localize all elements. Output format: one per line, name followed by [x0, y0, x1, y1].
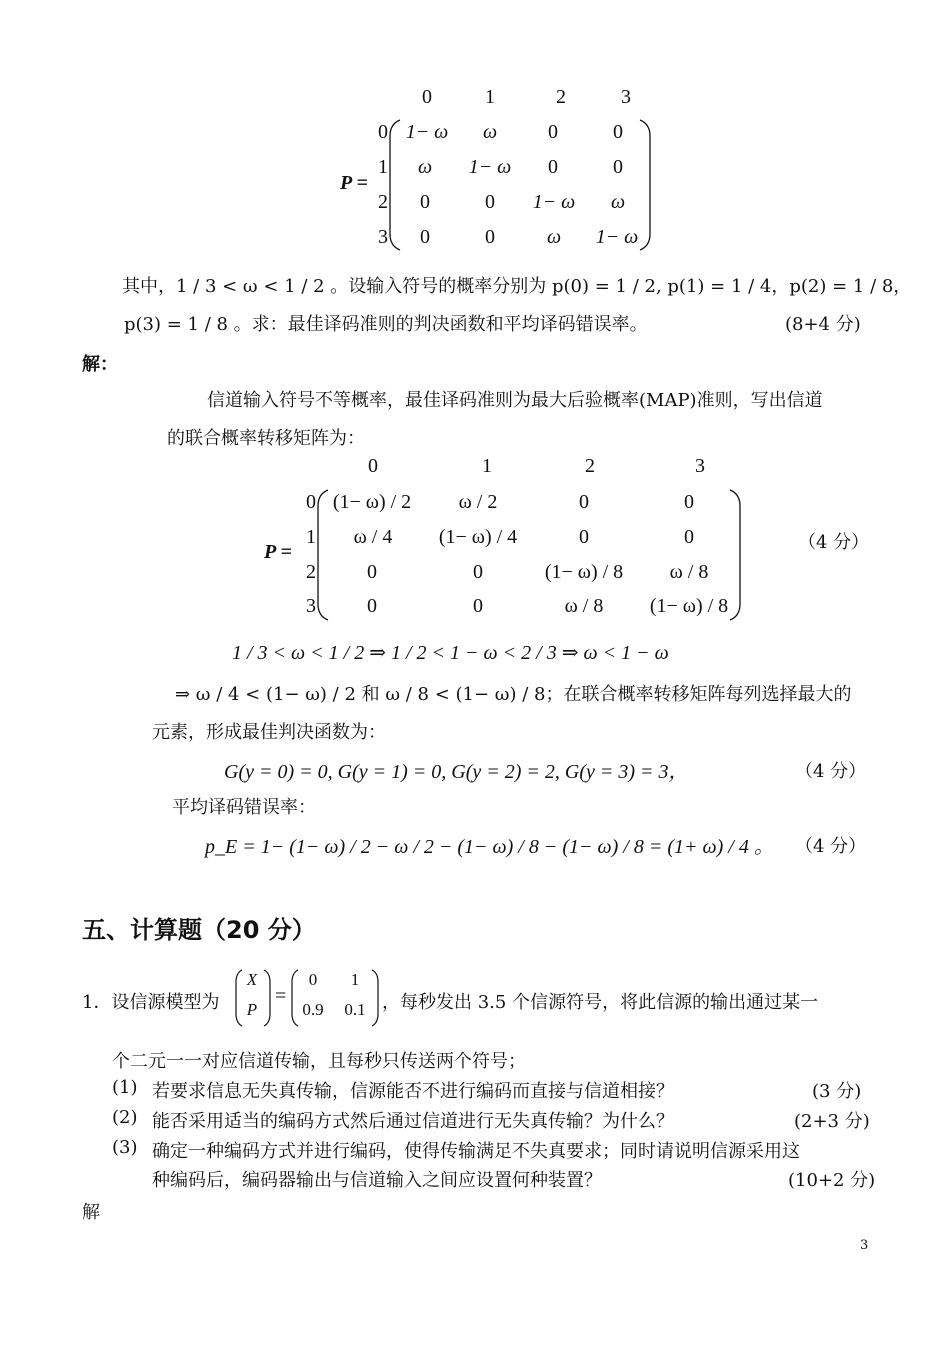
q1-suffix: ，每秒发出 3.5 个信源符号，将此信源的输出通过某一	[382, 992, 819, 1013]
matrix2-col-header: 0	[368, 455, 378, 477]
matrix1-cell: 0	[613, 156, 623, 178]
right-paren	[262, 968, 272, 1028]
matrix2-cell: 0	[473, 595, 483, 617]
right-paren	[638, 118, 652, 252]
item-3-line-2: 种编码后，编码器输出与信道输入之间应设置何种装置？	[152, 1170, 602, 1191]
matrix1-row-label: 0	[378, 121, 388, 143]
matrix2-row-label: 1	[306, 526, 316, 548]
matrix1-cell: ω	[417, 156, 433, 178]
matrix1-cell: 0	[613, 121, 623, 143]
right-paren	[728, 488, 742, 622]
matrix1-cell: 0	[548, 156, 558, 178]
matrix2-cell: 0	[579, 491, 589, 513]
item-number: (1)	[112, 1077, 138, 1098]
matrix1-row-label: 3	[378, 226, 388, 248]
matrix2-cell: ω / 8	[564, 595, 604, 617]
matrix1-cell: 1− ω	[595, 226, 639, 248]
avg-error-points: （4 分）	[795, 836, 867, 857]
matrix2-label: P =	[264, 541, 292, 563]
matrix2-cell: ω / 8	[669, 561, 709, 583]
avg-error-formula: p_E = 1− (1− ω) / 2 − ω / 2 − (1− ω) / 8 − (1− ω) / 8 = (1+ ω) / 4 。	[205, 836, 774, 858]
matrix2-row-label: 3	[306, 595, 316, 617]
matrix1-col-header: 1	[485, 86, 495, 108]
matrix2-col-header: 3	[695, 455, 705, 477]
decision-points: （4 分）	[795, 761, 867, 782]
answer-label: 解	[82, 1202, 100, 1223]
matrix2-points: （4 分）	[798, 532, 870, 553]
derivation-line-1: 1 / 3 < ω < 1 / 2 ⇒ 1 / 2 < 1 − ω < 2 / 3 ⇒ ω < 1 − ω	[232, 642, 669, 664]
matrix2-cell: 0	[579, 526, 589, 548]
left-paren	[234, 968, 244, 1028]
matrix2-row-label: 2	[306, 561, 316, 583]
matrix2-cell: (1− ω) / 8	[649, 595, 729, 617]
matrix1-cell: 0	[420, 226, 430, 248]
item-number: (2)	[112, 1107, 138, 1128]
right-paren	[370, 968, 380, 1028]
matrix1-cell: 0	[420, 191, 430, 213]
equals-sign: =	[275, 985, 287, 1007]
item-points: (3 分)	[812, 1081, 862, 1102]
matrix1-label: P =	[340, 172, 368, 194]
matrix1-cell: ω	[610, 191, 626, 213]
left-paren	[316, 488, 330, 622]
matrix1-cell: 0	[485, 191, 495, 213]
matrix2-row-label: 0	[306, 491, 316, 513]
source-symbol: 0	[308, 970, 318, 989]
derivation-line-2: ⇒ ω / 4 < (1− ω) / 2 和 ω / 8 < (1− ω) / 8；在联合概率转移矩阵每列选择最大的	[175, 684, 852, 705]
item-text: 确定一种编码方式并进行编码，使得传输满足不失真要求；同时请说明信源采用这	[152, 1141, 800, 1162]
matrix1-cell: 1− ω	[532, 191, 576, 213]
source-prob: 0.9	[302, 1000, 324, 1019]
solution-para-line-1: 信道输入符号不等概率，最佳译码准则为最大后验概率(MAP)准则，写出信道	[207, 390, 823, 411]
matrix2-cell: 0	[684, 526, 694, 548]
matrix2-cell: (1− ω) / 8	[544, 561, 624, 583]
source-symbol: 1	[350, 970, 360, 989]
page-number: 3	[860, 1238, 869, 1253]
matrix1-cell: 1− ω	[405, 121, 449, 143]
q1-line-2: 个二元一一对应信道传输，且每秒只传送两个符号；	[112, 1051, 526, 1072]
matrix2-col-header: 2	[585, 455, 595, 477]
matrix2-col-header: 1	[482, 455, 492, 477]
left-paren	[388, 118, 402, 252]
problem-points: (8+4 分)	[785, 314, 861, 335]
matrix1-cell: 1− ω	[468, 156, 512, 178]
decision-function: G(y = 0) = 0, G(y = 1) = 0, G(y = 2) = 2, G(y = 3) = 3，	[224, 761, 689, 783]
matrix2-cell: (1− ω) / 2	[332, 491, 412, 513]
derivation-line-3: 元素，形成最佳判决函数为：	[152, 722, 386, 743]
item-points: (2+3 分)	[794, 1111, 870, 1132]
matrix1-col-header: 2	[556, 86, 566, 108]
matrix2-cell: ω / 2	[458, 491, 498, 513]
left-paren	[290, 968, 300, 1028]
item-3-points: (10+2 分)	[788, 1170, 876, 1191]
matrix2-cell: 0	[473, 561, 483, 583]
matrix2-cell: (1− ω) / 4	[438, 526, 518, 548]
source-prob: 0.1	[344, 1000, 366, 1019]
solution-label: 解：	[82, 354, 118, 375]
q1-prefix: 1．设信源模型为	[82, 992, 220, 1013]
source-var: X	[246, 970, 258, 989]
matrix2-cell: 0	[367, 561, 377, 583]
matrix2-cell: ω / 4	[353, 526, 393, 548]
matrix2-cell: 0	[684, 491, 694, 513]
problem-line-1: 其中，1 / 3 < ω < 1 / 2 。设输入符号的概率分别为 p(0) = 1 / 2, p(1) = 1 / 4，p(2) = 1 / 8，	[122, 276, 912, 297]
matrix1-cell: ω	[482, 121, 498, 143]
matrix2-cell: 0	[367, 595, 377, 617]
matrix1-cell: 0	[548, 121, 558, 143]
matrix1-cell: ω	[546, 226, 562, 248]
item-text: 若要求信息无失真传输，信源能否不进行编码而直接与信道相接？	[152, 1081, 674, 1102]
matrix1-row-label: 1	[378, 156, 388, 178]
source-var: P	[246, 1000, 258, 1019]
item-text: 能否采用适当的编码方式然后通过信道进行无失真传输？为什么？	[152, 1111, 674, 1132]
avg-error-label: 平均译码错误率：	[172, 797, 316, 818]
problem-line-2: p(3) = 1 / 8 。求：最佳译码准则的判决函数和平均译码错误率。	[124, 314, 648, 335]
matrix1-cell: 0	[485, 226, 495, 248]
item-number: (3)	[112, 1137, 138, 1158]
matrix1-col-header: 3	[621, 86, 631, 108]
matrix1-col-header: 0	[422, 86, 432, 108]
section-heading: 五、计算题（20 分）	[82, 916, 316, 944]
solution-para-line-2: 的联合概率转移矩阵为：	[167, 428, 365, 449]
matrix1-row-label: 2	[378, 191, 388, 213]
